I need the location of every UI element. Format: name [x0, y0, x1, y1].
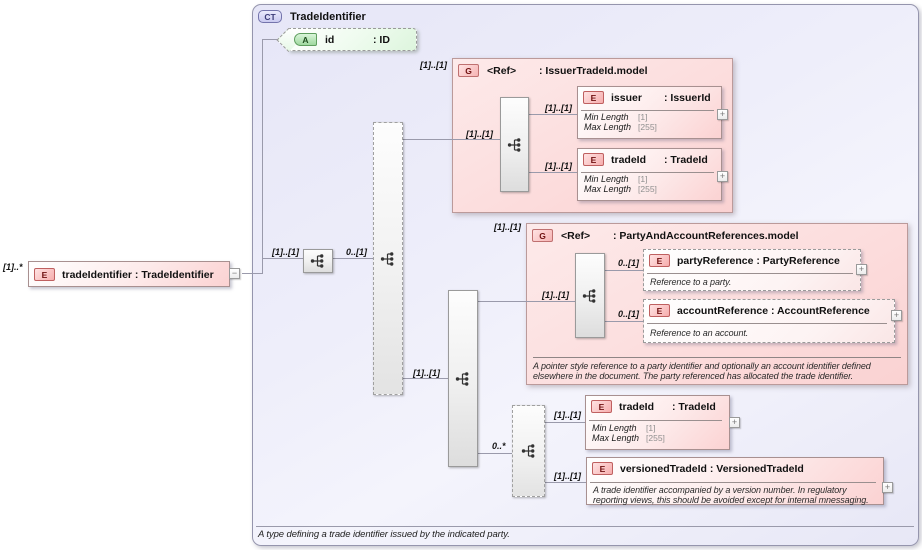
separator — [581, 172, 714, 173]
connector-line — [605, 270, 643, 271]
facet-name: Max Length — [584, 121, 632, 132]
sequence-icon — [520, 442, 538, 460]
element-badge: E — [34, 268, 55, 281]
optional-sequence-connector[interactable] — [373, 122, 403, 395]
facet-list — [584, 175, 657, 194]
attribute-head — [294, 33, 390, 46]
element-label: versionedTradeId : VersionedTradeId — [620, 462, 804, 475]
element-head — [649, 304, 870, 317]
group-doc-line1: A pointer style reference to a party identifier and optionally an account identifier defined — [533, 361, 871, 371]
occurrence-label: [1]..[1] — [545, 161, 572, 171]
element-doc-line1: A trade identifier accompanied by a version number. In regulatory — [593, 485, 847, 495]
facet-name: Min Length — [584, 174, 629, 184]
occurrence-label: [1]..[1] — [494, 222, 521, 232]
sequence-icon — [454, 370, 472, 388]
facet-list — [592, 424, 665, 443]
group-ref-label: <Ref> — [487, 64, 517, 77]
element-label: tradeIdentifier : TradeIdentifier — [62, 268, 214, 281]
facet-value: [255] — [638, 183, 657, 194]
facet-name: Max Length — [584, 183, 632, 194]
group-badge: G — [532, 229, 553, 242]
sequence-icon — [581, 287, 599, 305]
group-ref-label: <Ref> — [561, 229, 591, 242]
element-badge: E — [591, 400, 612, 413]
separator — [647, 323, 887, 324]
connector-line — [478, 301, 575, 302]
expand-button[interactable]: + — [729, 417, 740, 428]
attribute-badge: A — [294, 33, 317, 46]
middle-sequence-connector[interactable] — [448, 290, 478, 467]
element-name: issuer — [611, 91, 642, 104]
occurrence-label: [1]..* — [3, 262, 23, 272]
element-head — [583, 91, 711, 104]
complex-type-annotation: A type defining a trade identifier issued by the indicated party. — [258, 529, 510, 540]
separator — [647, 273, 853, 274]
facet-value: [1] — [646, 423, 656, 433]
group-badge: G — [458, 64, 479, 77]
separator — [589, 420, 722, 421]
connector-line — [605, 321, 643, 322]
element-issuer[interactable] — [577, 86, 722, 139]
occurrence-label: [1]..[1] — [554, 410, 581, 420]
occurrence-label: 0..[1] — [346, 247, 368, 257]
element-label: accountReference : AccountReference — [677, 304, 870, 317]
separator — [590, 482, 876, 483]
expand-button[interactable]: + — [717, 109, 728, 120]
element-badge: E — [583, 91, 604, 104]
element-badge: E — [649, 304, 670, 317]
connector-line — [403, 139, 500, 140]
separator — [581, 110, 714, 111]
connector-line — [545, 482, 586, 483]
occurrence-label: [1]..[1] — [466, 129, 493, 139]
occurrence-label: [1]..[1] — [554, 471, 581, 481]
facet-value: [255] — [638, 121, 657, 132]
issuer-group-sequence-connector[interactable] — [500, 97, 529, 192]
facet-value: [1] — [638, 174, 648, 184]
occurrence-label: 0..[1] — [618, 258, 640, 268]
sequence-icon — [506, 136, 524, 154]
connector-line — [403, 378, 448, 379]
element-label: partyReference : PartyReference — [677, 254, 840, 267]
element-type: : IssuerId — [664, 91, 711, 104]
element-accountReference[interactable] — [643, 299, 895, 343]
facet-name: Min Length — [592, 423, 637, 433]
element-doc: Reference to an account. — [650, 328, 749, 338]
element-head — [591, 400, 716, 413]
expand-button[interactable]: + — [856, 264, 867, 275]
occurrence-label: [1]..[1] — [542, 290, 569, 300]
sequence-icon — [309, 252, 327, 270]
element-head — [34, 268, 214, 281]
choice-connector[interactable] — [512, 405, 545, 497]
occurrence-label: [1]..[1] — [545, 103, 572, 113]
occurrence-label: [1]..[1] — [420, 60, 447, 70]
occurrence-label: 0..* — [492, 441, 506, 451]
complex-type-badge: CT — [258, 10, 282, 23]
occurrence-label: [1]..[1] — [413, 368, 440, 378]
connector-line — [529, 114, 577, 115]
element-tradeId[interactable] — [577, 148, 722, 201]
footer-separator — [256, 526, 914, 527]
attribute-type: : ID — [373, 33, 390, 46]
facet-value: [1] — [638, 112, 648, 122]
group-issuer-header — [458, 64, 648, 77]
element-doc-line2: reporting views, this should be avoided except for internal mnessaging. — [593, 495, 869, 505]
element-badge: E — [583, 153, 604, 166]
group-party-header — [532, 229, 799, 242]
element-badge: E — [592, 462, 613, 475]
facet-name: Max Length — [592, 432, 640, 443]
collapse-button[interactable]: − — [229, 268, 240, 279]
connector-line — [262, 258, 303, 259]
element-head — [592, 462, 804, 475]
element-tradeIdentifier[interactable] — [28, 261, 230, 287]
element-type: : TradeId — [672, 400, 716, 413]
sequence-connector[interactable] — [303, 249, 333, 273]
occurrence-label: 0..[1] — [618, 309, 640, 319]
connector-line — [242, 273, 262, 274]
connector-line — [262, 40, 263, 274]
complex-type-header — [258, 10, 366, 23]
element-name: tradeId — [611, 153, 647, 166]
occurrence-label: [1]..[1] — [272, 247, 299, 257]
element-head — [583, 153, 708, 166]
element-type: : TradeId — [664, 153, 708, 166]
element-tradeId-choice[interactable] — [585, 395, 730, 450]
facet-value: [255] — [646, 432, 665, 443]
element-doc: Reference to a party. — [650, 277, 732, 287]
connector-line — [529, 172, 577, 173]
group-type-label: : PartyAndAccountReferences.model — [613, 229, 799, 242]
sequence-icon — [379, 250, 397, 268]
element-badge: E — [649, 254, 670, 267]
element-name: tradeId — [619, 400, 655, 413]
connector-line — [545, 422, 585, 423]
facet-list — [584, 113, 657, 132]
group-type-label: : IssuerTradeId.model — [539, 64, 648, 77]
connector-line — [333, 258, 373, 259]
group-doc-separator — [533, 357, 901, 358]
element-head — [649, 254, 840, 267]
party-group-sequence-connector[interactable] — [575, 253, 605, 338]
element-versionedTradeId[interactable] — [586, 457, 884, 505]
group-doc-line2: elsewhere in the document. The party referenced has allocated the trade identifier. — [533, 371, 854, 381]
connector-line — [478, 453, 512, 454]
facet-name: Min Length — [584, 112, 629, 122]
expand-button[interactable]: + — [882, 482, 893, 493]
expand-button[interactable]: + — [891, 310, 902, 321]
complex-type-title: TradeIdentifier — [290, 10, 366, 23]
element-partyReference[interactable] — [643, 249, 861, 291]
attribute-id[interactable] — [288, 28, 417, 51]
attribute-name: id — [325, 33, 335, 46]
expand-button[interactable]: + — [717, 171, 728, 182]
